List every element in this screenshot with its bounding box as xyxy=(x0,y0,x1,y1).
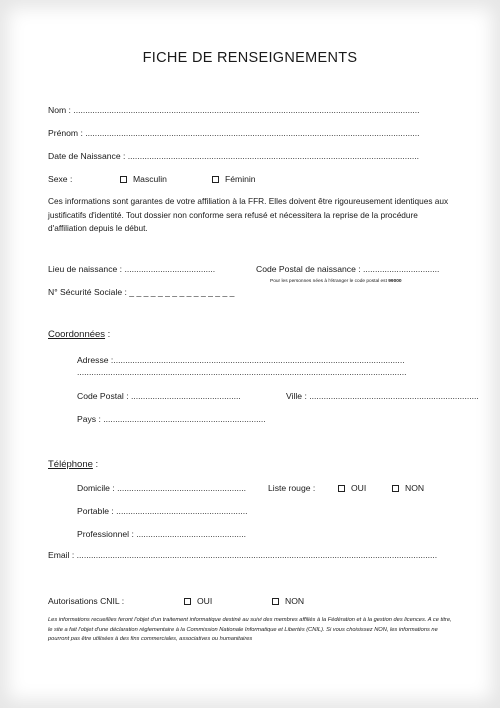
ville-field[interactable]: Ville : ....................................................................... xyxy=(286,391,479,401)
checkbox-icon[interactable] xyxy=(184,598,191,605)
code-postal-note xyxy=(270,279,402,284)
domicile-field[interactable]: Domicile : ...................................................... xyxy=(77,483,247,493)
adresse-line2-field[interactable]: .......................................................................................................................................... xyxy=(77,367,407,377)
checkbox-label: OUI xyxy=(197,596,213,606)
sexe-feminin-checkbox[interactable] xyxy=(212,174,256,184)
cnil-non-checkbox[interactable] xyxy=(272,596,304,606)
info-paragraph: Ces informations sont garantes de votre affiliation à la FFR. Elles doivent être rigoureusement identiques aux justificatifs d'identité. Tout dossier non conforme sera refusé et nécessitera la reprise de la procédure d'affiliation depuis le début. xyxy=(48,196,449,233)
checkbox-icon[interactable] xyxy=(392,485,399,492)
checkbox-icon[interactable] xyxy=(212,176,219,183)
adresse-field[interactable]: Adresse :.......................................................................................................................... xyxy=(77,355,405,365)
coordonnees-heading xyxy=(48,329,110,340)
cnil-fine-print: Les informations recueillies feront l'objet d'un traitement informatique destiné au suivi des membres affiliés à la Fédération et à la gestion des licences. A ce titre, le site a fait l'objet d'une déclaration réglementaire à la Commission Nationale Informatique et Libertés (CNIL). Si vous choisissez NON, les informations ne pourront pas être utilisées à des fins commerciales, associatives ou humanitaires xyxy=(48,617,452,642)
heading-colon: : xyxy=(105,329,111,340)
liste-rouge-non-checkbox[interactable] xyxy=(392,483,424,493)
section-title: Téléphone xyxy=(48,459,93,470)
cnil-oui-checkbox[interactable] xyxy=(184,596,212,606)
page-title: FICHE DE RENSEIGNEMENTS xyxy=(142,50,358,66)
checkbox-label: Féminin xyxy=(225,174,256,184)
checkbox-label: NON xyxy=(405,483,425,493)
checkbox-label: OUI xyxy=(351,483,367,493)
telephone-heading xyxy=(48,459,98,470)
email-field[interactable]: Email : ....................................................................................................................................................... xyxy=(48,550,438,560)
professionnel-field[interactable]: Professionnel : .............................................. xyxy=(77,529,247,539)
pays-field[interactable]: Pays : .................................................................... xyxy=(77,414,266,424)
checkbox-icon[interactable] xyxy=(120,176,127,183)
sexe-label: Sexe : xyxy=(48,174,73,184)
checkbox-icon[interactable] xyxy=(272,598,279,605)
prenom-field[interactable]: Prénom : ............................................................................................................................................ xyxy=(48,128,420,138)
code-postal-field[interactable]: Code Postal : .............................................. xyxy=(77,391,241,401)
section-title: Coordonnées xyxy=(48,329,106,340)
checkbox-label: NON xyxy=(285,596,305,606)
sexe-masculin-checkbox[interactable] xyxy=(120,174,167,184)
heading-colon: : xyxy=(92,459,99,470)
note-code: 99000 xyxy=(388,279,402,284)
liste-rouge-label: Liste rouge : xyxy=(268,483,316,493)
cnil-label: Autorisations CNIL : xyxy=(48,596,125,606)
checkbox-icon[interactable] xyxy=(338,485,345,492)
note-text: Pour les personnes nées à l'étranger le code postal est xyxy=(270,279,387,284)
checkbox-label: Masculin xyxy=(133,174,167,184)
portable-field[interactable]: Portable : ....................................................... xyxy=(77,506,248,516)
date-naissance-field[interactable]: Date de Naissance : .......................................................................................................................... xyxy=(48,151,420,161)
nom-field[interactable]: Nom : ................................................................................................................................................. xyxy=(48,105,420,115)
secu-field[interactable]: N° Sécurité Sociale : _ _ _ _ _ _ _ _ _ _ _ _ _ _ _ xyxy=(48,287,235,297)
lieu-naissance-field[interactable]: Lieu de naissance : ...................................... xyxy=(48,264,216,274)
code-postal-naissance-field[interactable]: Code Postal de naissance : ................................ xyxy=(256,264,440,274)
liste-rouge-oui-checkbox[interactable] xyxy=(338,483,366,493)
